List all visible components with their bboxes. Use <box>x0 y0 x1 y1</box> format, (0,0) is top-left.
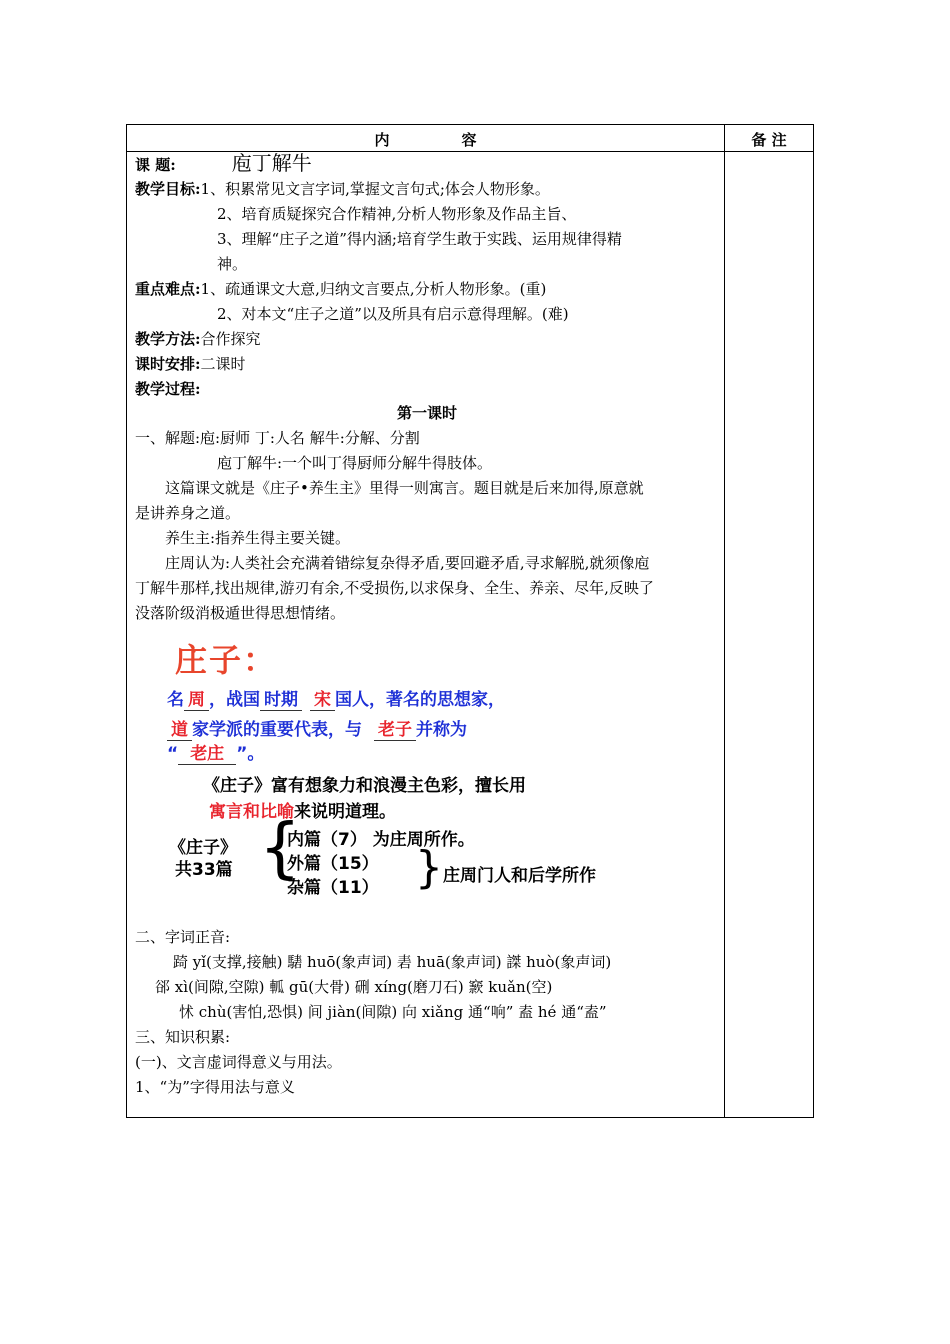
disciples-chapters: 庄周门人和后学所作 <box>443 866 596 886</box>
chapter-count: 共33篇 <box>175 860 233 880</box>
misc-chapters: 杂篇（11） <box>287 878 379 898</box>
paragraph-3a: 庄周认为:人类社会充满着错综复杂得矛盾,要回避矛盾,寻求解脱,就须像庖 <box>165 554 650 572</box>
section-3-sub: (一)、文言虚词得意义与用法。 <box>135 1053 342 1071</box>
section-2-title: 二、字词正音: <box>135 928 231 946</box>
left-brace-icon: { <box>259 809 301 886</box>
lesson-title: 庖丁解牛 <box>231 151 312 175</box>
paragraph-3c: 没落阶级消极遁世得思想情绪。 <box>135 604 346 622</box>
topic-line: 课 题: 庖丁解牛 <box>135 151 312 175</box>
goals-line: 教学目标:1、积累常见文言字词,掌握文言句式;体会人物形象。 <box>135 180 550 198</box>
outer-chapters: 外篇（15） <box>287 854 379 874</box>
title-explanation: 庖丁解牛:一个叫丁得厨师分解牛得肢体。 <box>217 454 493 472</box>
book-name: 《庄子》 <box>169 838 237 858</box>
section-1-title: 一、解题:庖:厨师 丁:人名 解牛:分解、分割 <box>135 429 420 447</box>
notes-column-header: 备 注 <box>751 131 787 149</box>
slide-line-5: 寓言和比喻来说明道理。 <box>209 802 396 822</box>
lesson-plan-table <box>126 124 814 1118</box>
column-divider <box>724 125 725 1117</box>
paragraph-1b: 是讲养身之道。 <box>135 504 241 522</box>
zhuangzi-slide-image <box>147 635 707 898</box>
paragraph-3b: 丁解牛那样,找出规律,游刃有余,不受损伤,以求保身、全生、养亲、尽年,反映了 <box>135 579 654 597</box>
paragraph-1a: 这篇课文就是《庄子•养生主》里得一则寓言。题目就是后来加得,原意就 <box>165 479 644 497</box>
section-3-title: 三、知识积累: <box>135 1028 231 1046</box>
key-point-2: 2、对本文“庄子之道”以及所具有启示意得理解。(难) <box>217 305 569 323</box>
slide-line-1: 名 周 ，战国 时期 宋 国人，著名的思想家， <box>167 685 505 711</box>
period-heading: 第一课时 <box>396 404 457 422</box>
slide-line-2: 道 家学派的重要代表，与 老子 并称为 <box>167 715 467 741</box>
section-3-item: 1、“为”字得用法与意义 <box>135 1078 295 1096</box>
inner-chapters: 内篇（7） 为庄周所作。 <box>287 830 475 850</box>
pronunciation-line-2: 郤 xì(间隙,空隙) 軱 gū(大骨) 硎 xíng(磨刀石) 窾 kuǎn(空) <box>155 978 553 996</box>
hours-line: 课时安排:二课时 <box>135 355 246 373</box>
right-brace-icon: } <box>415 842 443 893</box>
pronunciation-line-3: 怵 chù(害怕,恐惧) 间 jiàn(间隙) 向 xiǎng 通“响” 盍 hé 通“盍” <box>179 1003 607 1021</box>
goal-3: 3、理解“庄子之道”得内涵;培育学生敢于实践、运用规律得精 <box>217 230 622 248</box>
content-column-header: 内 容 <box>374 131 477 149</box>
goal-2: 2、培育质疑探究合作精神,分析人物形象及作品主旨、 <box>217 205 577 223</box>
slide-line-4: 《庄子》富有想象力和浪漫主色彩，擅长用 <box>203 776 526 796</box>
goal-3-cont: 神。 <box>217 255 248 273</box>
slide-line-3: “ 老庄 ”。 <box>167 739 264 765</box>
method-line: 教学方法:合作探究 <box>135 330 261 348</box>
paragraph-2: 养生主:指养生得主要关键。 <box>165 529 351 547</box>
pronunciation-line-1: 踦 yǐ(支撑,接触) 騞 huō(象声词) 砉 huā(象声词) 謋 huò(象声词) <box>173 953 612 971</box>
slide-title: 庄子： <box>175 641 278 679</box>
process-label: 教学过程: <box>135 380 201 398</box>
key-points-line: 重点难点:1、疏通课文大意,归纳文言要点,分析人物形象。(重) <box>135 280 547 298</box>
